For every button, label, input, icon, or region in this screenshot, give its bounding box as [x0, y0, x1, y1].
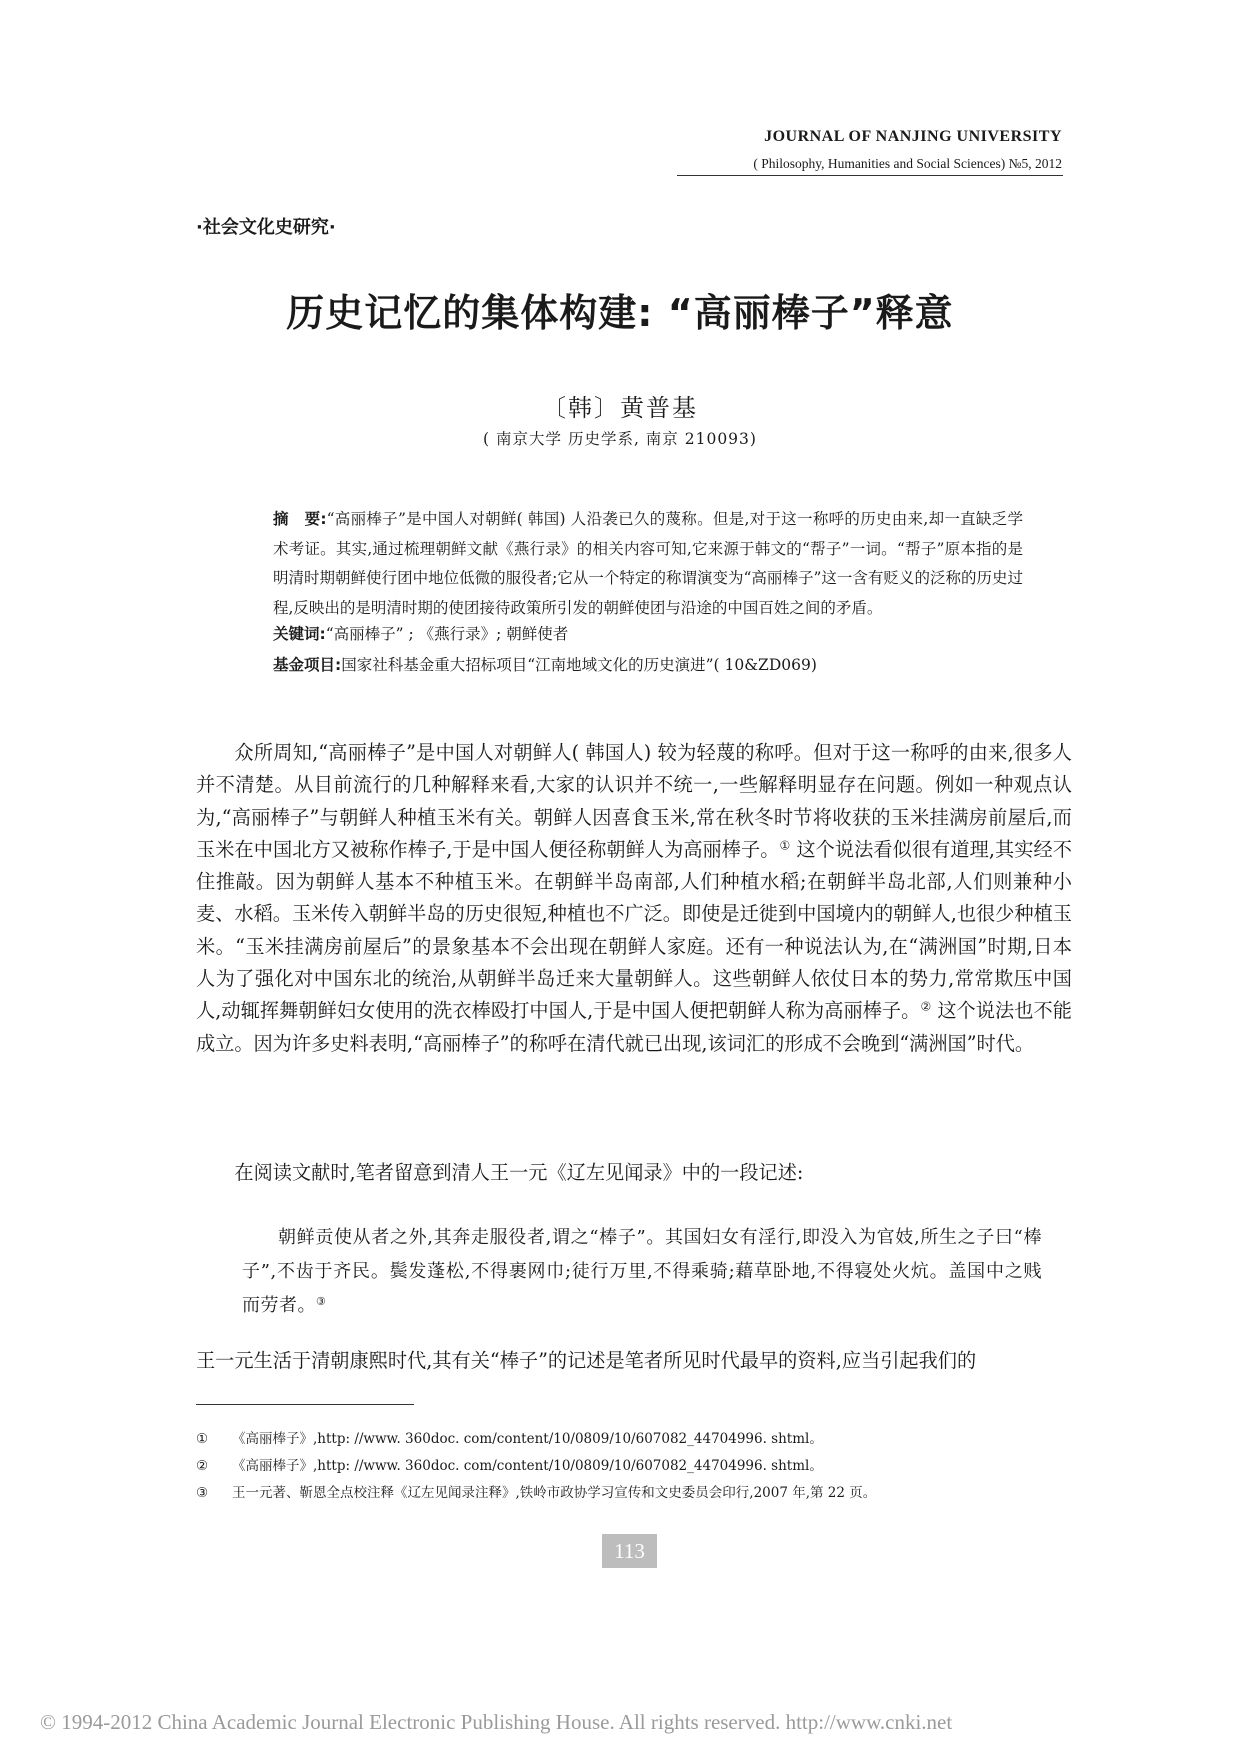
body-paragraph-2: [196, 1157, 1072, 1189]
article-author: 〔韩〕黄普基: [542, 394, 698, 422]
footnote-ref-2[interactable]: ②: [920, 999, 932, 1014]
abstract-text: “高丽棒子”是中国人对朝鲜( 韩国) 人沿袭已久的蔑称。但是,对于这一称呼的历史由来,却一直缺乏学术考证。其实,通过梳理朝鲜文献《燕行录》的相关内容可知,它来源于韩文的“帮子”一词。“帮子”原本指的是明清时期朝鲜使行团中地位低微的服役者;它从一个特定的称谓演变为“高丽棒子”这一含有贬义的泛称的历史过程,反映出的是明清时期的使团接待政策所引发的朝鲜使团与沿途的中国百姓之间的矛盾。: [273, 510, 1024, 617]
page-number: 113: [602, 1534, 657, 1568]
footnote-item: [196, 1426, 1072, 1453]
footnote-item: [196, 1453, 1072, 1480]
header-divider: [677, 175, 1063, 176]
copyright-footer: © 1994-2012 China Academic Journal Electronic Publishing House. All rights reserved. http://www.cnki.net: [40, 1710, 953, 1734]
article-title: 历史记忆的集体构建: “高丽棒子”释意: [286, 291, 954, 335]
paragraph-1-part-b: 这个说法看似很有道理,其实经不住推敲。因为朝鲜人基本不种植玉米。在朝鲜半岛南部,人们种植水稻;在朝鲜半岛北部,人们则兼种小麦、水稻。玉米传入朝鲜半岛的历史很短,种植也不广泛。即使是迁徙到中国境内的朝鲜人,也很少种植玉米。“玉米挂满房前屋后”的景象基本不会出现在朝鲜人家庭。还有一种说法认为,在“满洲国”时期,日本人为了强化对中国东北的统治,从朝鲜半岛迁来大量朝鲜人。这些朝鲜人依仗日本的势力,常常欺压中国人,动辄挥舞朝鲜妇女使用的洗衣棒殴打中国人,于是中国人便把朝鲜人称为高丽棒子。: [196, 837, 1072, 1023]
footnote-text: 王一元著、靳恩全点校注释《辽左见闻录注释》,铁岭市政协学习宣传和文史委员会印行,2007 年,第 22 页。: [232, 1485, 877, 1501]
body-paragraph-1: [196, 737, 1072, 1060]
paragraph-1-part-a: 众所周知,“高丽棒子”是中国人对朝鲜人( 韩国人) 较为轻蔑的称呼。但对于这一称呼的由来,很多人并不清楚。从目前流行的几种解释来看,大家的认识并不统一,一些解释明显存在问题。例如一种观点认为,“高丽棒子”与朝鲜人种植玉米有关。朝鲜人因喜食玉米,常在秋冬时节将收获的玉米挂满房前屋后,而玉米在中国北方又被称作棒子,于是中国人便径称朝鲜人为高丽棒子。: [196, 741, 1072, 861]
keywords-label: 关键词:: [273, 625, 326, 643]
fund-text: 国家社科基金重大招标项目“江南地域文化的历史演进”( 10&ZD069): [341, 656, 817, 674]
footnote-item: [196, 1480, 1072, 1507]
footnote-mark: ③: [196, 1485, 209, 1501]
footnote-text: 《高丽棒子》,http: //www. 360doc. com/content/10/0809/10/607082_44704996. shtml。: [232, 1431, 823, 1447]
journal-issue-line: ( Philosophy, Humanities and Social Sciences) №5, 2012: [753, 156, 1062, 171]
footnote-mark: ①: [196, 1431, 209, 1447]
journal-title: JOURNAL OF NANJING UNIVERSITY: [764, 128, 1062, 145]
footnote-ref-3[interactable]: ③: [316, 1294, 327, 1308]
quote-text: 朝鲜贡使从者之外,其奔走服役者,谓之“棒子”。其国妇女有淫行,即没入为官妓,所生之子曰“棒子”,不齿于齐民。鬓发蓬松,不得裹网巾;徒行万里,不得乘骑;藉草卧地,不得寝处火炕。盖国中之贱而劳者。: [242, 1227, 1042, 1316]
footnote-ref-1[interactable]: ①: [779, 838, 791, 853]
paragraph-1-part-c: 这个说法也不能成立。因为许多史料表明,“高丽棒子”的称呼在清代就已出现,该词汇的形成不会晚到“满洲国”时代。: [196, 999, 1072, 1055]
section-label: ·社会文化史研究·: [196, 217, 336, 238]
paragraph-2-text: 在阅读文献时,笔者留意到清人王一元《辽左见闻录》中的一段记述:: [234, 1161, 804, 1184]
block-quote: [242, 1221, 1042, 1323]
footnote-divider: [196, 1404, 414, 1405]
footnotes: [196, 1426, 1072, 1507]
footnote-mark: ②: [196, 1458, 209, 1474]
keywords-line: [273, 622, 1033, 644]
keywords-text: “高丽棒子” ; 《燕行录》; 朝鲜使者: [325, 625, 569, 643]
abstract: [273, 505, 1023, 623]
abstract-label: 摘 要:: [273, 510, 327, 528]
fund-line: [273, 653, 1033, 675]
body-paragraph-3: 王一元生活于清朝康熙时代,其有关“棒子”的记述是笔者所见时代最早的资料,应当引起我们的: [196, 1349, 977, 1372]
fund-label: 基金项目:: [273, 656, 342, 674]
footnote-text: 《高丽棒子》,http: //www. 360doc. com/content/10/0809/10/607082_44704996. shtml。: [232, 1458, 823, 1474]
author-affiliation: ( 南京大学 历史学系, 南京 210093): [483, 430, 757, 448]
